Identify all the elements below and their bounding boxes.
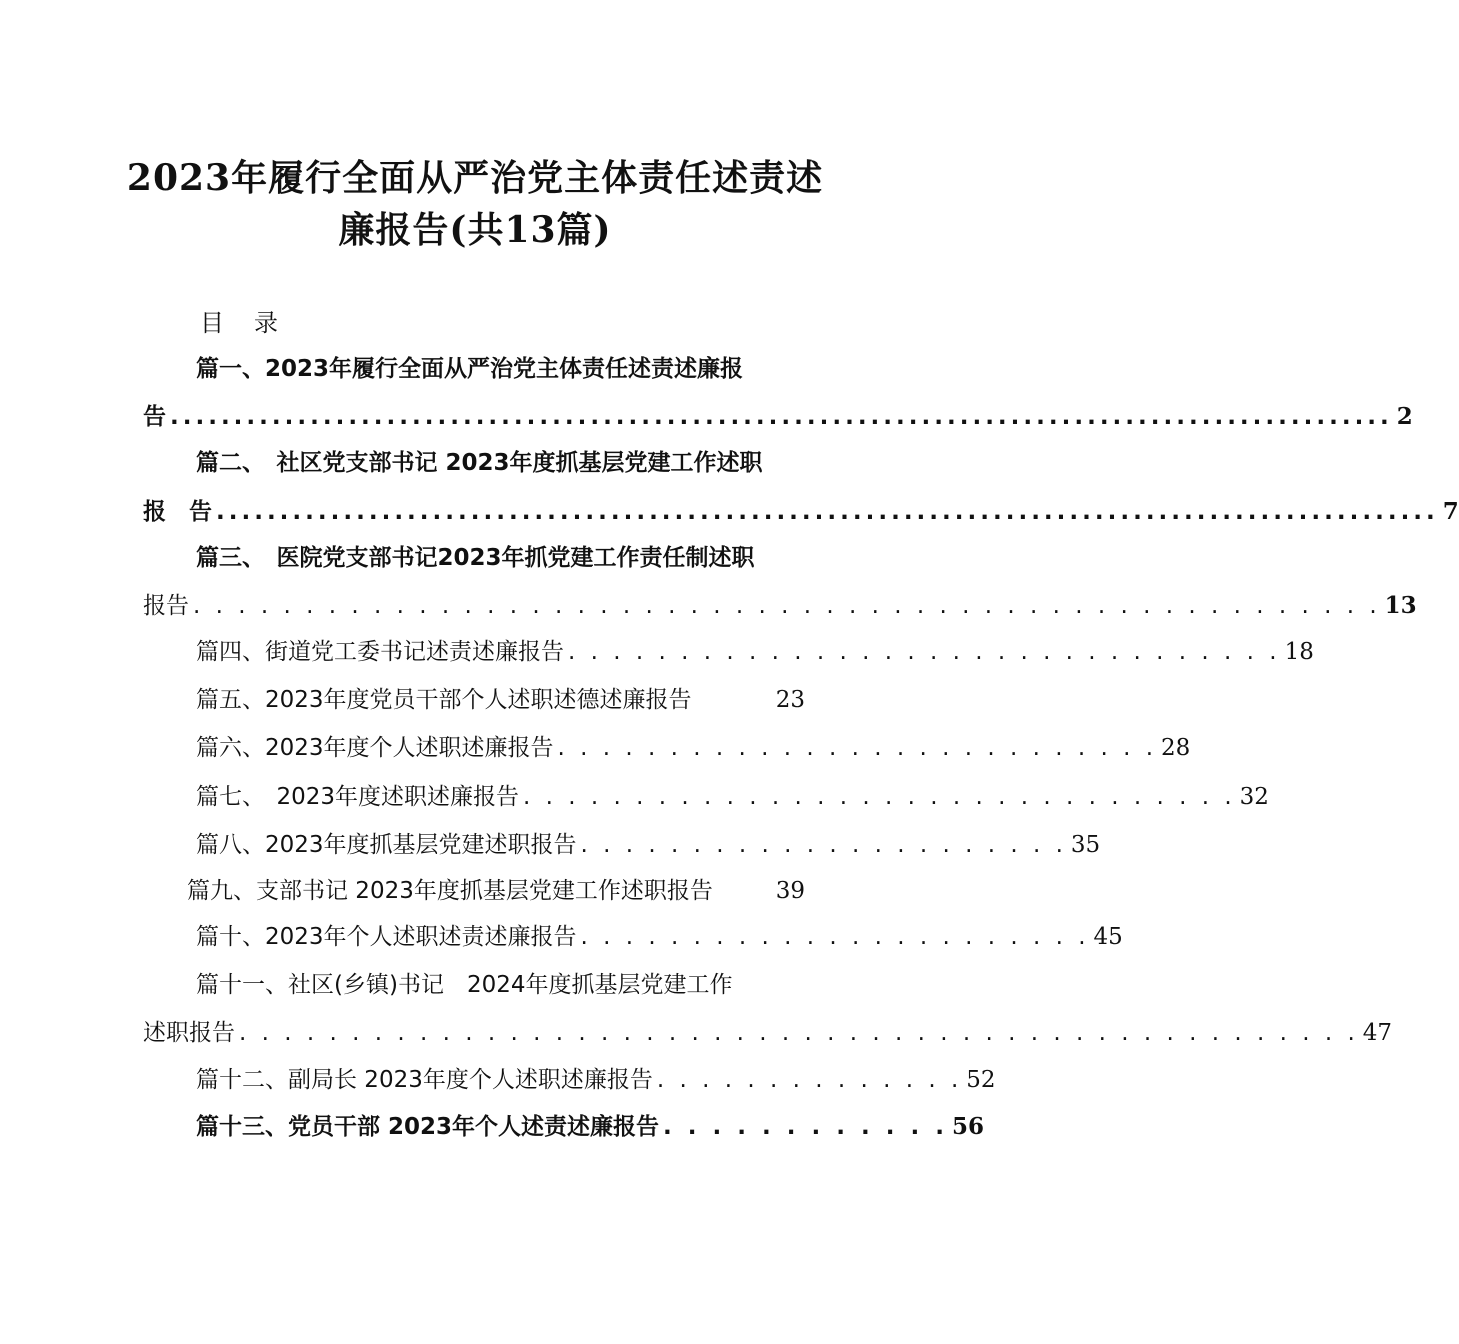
toc-entry-8[interactable] [196,826,1101,859]
toc-leader-dots: . . . . . . . . . . . . . . . . . . . . . . . [580,924,1090,950]
toc-entry-11-page: 47 [1362,1020,1393,1046]
toc-entry-1-line-2[interactable] [143,398,1413,431]
toc-entry-5-page: 23 [775,687,805,713]
toc-entry-4-page: 18 [1284,639,1314,665]
toc-leader-dots: . . . . . . . . . . . . [663,1114,948,1140]
toc-entry-2-line-2[interactable] [143,493,1459,526]
toc-entry-2-page: 7 [1442,498,1459,525]
toc-leader-dots: . . . . . . . . . . . . . . . . . . . . . . . . . . . . . . . . . . . . . . . . . . . . . . . . . . [239,1020,1359,1046]
document-title-line-1: 2023年履行全面从严治党主体责任述责述 [126,157,824,199]
toc-entry-12-page: 52 [966,1067,996,1093]
toc-entry-3-page: 13 [1384,592,1417,619]
toc-heading-char-1: 目 [200,309,224,337]
toc-entry-3-line-2[interactable] [143,587,1417,620]
toc-entry-5-text: 篇五、2023年度党员干部个人述职述德述廉报告 [196,687,692,713]
toc-entry-6-page: 28 [1161,735,1191,761]
toc-entry-1-text: 告 [143,404,166,430]
toc-leader-dots: . . . . . . . . . . . . . . . . . . . . . . . . . . . . . . . . [568,639,1281,665]
toc-entry-10-text: 篇十、2023年个人述职述责述廉报告 [196,924,577,950]
toc-entry-13-page: 56 [951,1113,984,1140]
document-title-line-2: 廉报告(共13篇) [338,209,612,251]
toc-entry-11-text: 述职报告 [143,1020,235,1046]
toc-leader-dots: ................................................................................................ [170,404,1393,430]
toc-entry-9[interactable] [187,872,805,905]
toc-entry-7[interactable] [196,778,1269,811]
toc-entry-10-page: 45 [1093,924,1123,950]
toc-entry-9-page: 39 [775,878,805,904]
toc-leader-dots: ................................................................................................ [216,499,1439,525]
toc-entry-4-text: 篇四、街道党工委书记述责述廉报告 [196,639,564,665]
toc-leader-dots: . . . . . . . . . . . . . . . . . . . . . . . . . . . [557,735,1158,761]
toc-heading [200,303,308,338]
toc-entry-8-page: 35 [1070,832,1101,858]
toc-heading-char-2: 录 [254,309,278,337]
toc-entry-8-text: 篇八、2023年度抓基层党建述职报告 [196,832,577,858]
toc-entry-9-text: 篇九、支部书记 2023年度抓基层党建工作述职报告 [187,878,713,904]
toc-leader-dots: . . . . . . . . . . . . . . [656,1067,963,1093]
toc-entry-1-page: 2 [1396,403,1413,430]
toc-entry-11-line-2[interactable] [143,1014,1393,1047]
toc-entry-7-text: 篇七、 2023年度述职述廉报告 [196,784,520,810]
toc-entry-3-line-1[interactable]: 篇三、 医院党支部书记2023年抓党建工作责任制述职 [196,545,755,571]
toc-leader-dots: . . . . . . . . . . . . . . . . . . . . . . . . . . . . . . . . [523,784,1236,810]
toc-leader-dots: . . . . . . . . . . . . . . . . . . . . . . . . . . . . . . . . . . . . . . . . . . . . . . . . . . . . . [193,593,1381,619]
toc-entry-6-text: 篇六、2023年度个人述职述廉报告 [196,735,554,761]
toc-entry-4[interactable] [196,633,1314,666]
toc-leader-dots: . . . . . . . . . . . . . . . . . . . . . . [580,832,1067,858]
toc-entry-11-line-1[interactable]: 篇十一、社区(乡镇)书记 2024年度抓基层党建工作 [196,972,733,998]
toc-entry-12-text: 篇十二、副局长 2023年度个人述职述廉报告 [196,1067,653,1093]
toc-entry-7-page: 32 [1239,784,1269,810]
toc-entry-2-line-1[interactable]: 篇二、 社区党支部书记 2023年度抓基层党建工作述职 [196,450,763,476]
toc-entry-10[interactable] [196,918,1123,951]
toc-entry-13-text: 篇十三、党员干部 2023年个人述责述廉报告 [196,1114,660,1140]
toc-entry-1-line-1[interactable]: 篇一、2023年履行全面从严治党主体责任述责述廉报 [196,356,744,382]
toc-entry-3-text: 报告 [143,593,189,619]
toc-entry-13[interactable] [196,1108,984,1141]
toc-entry-12[interactable] [196,1061,996,1094]
toc-entry-5[interactable] [196,681,805,714]
toc-entry-2-text: 报 告 [143,499,212,525]
toc-entry-6[interactable] [196,729,1191,762]
